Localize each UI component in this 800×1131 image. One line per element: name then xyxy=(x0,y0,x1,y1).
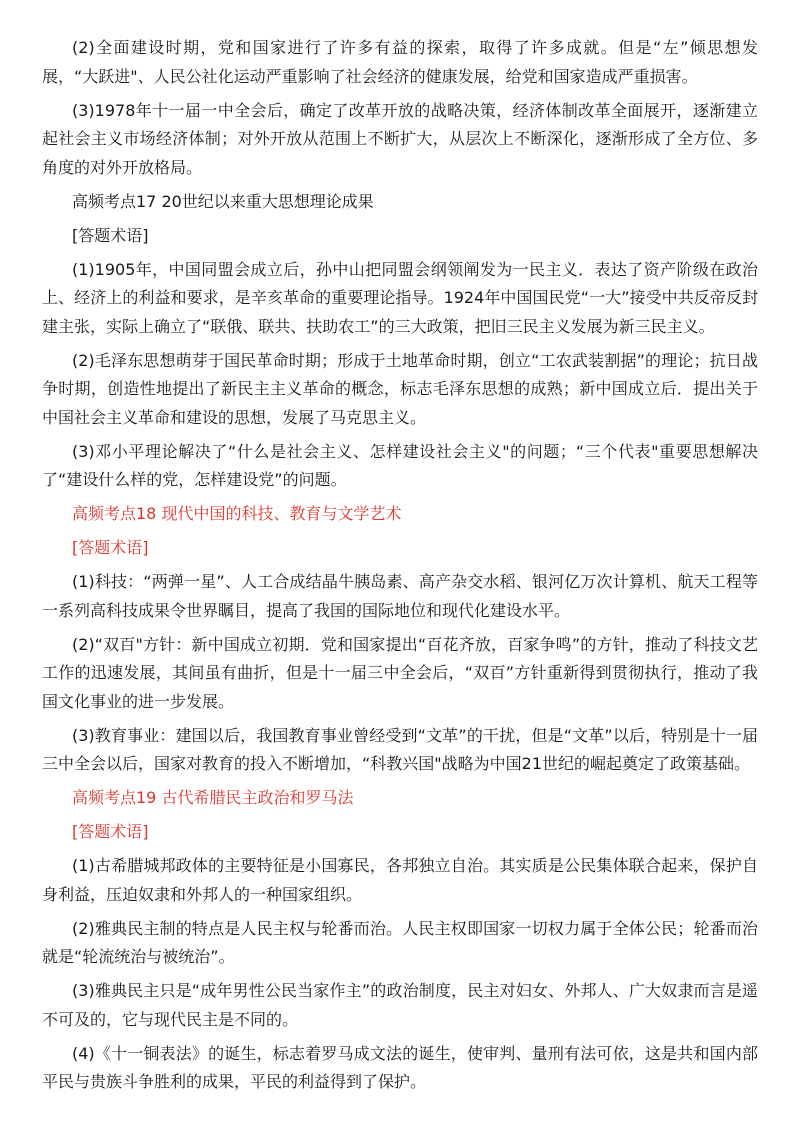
paragraph: (3)1978年十一届一中全会后，确定了改革开放的战略决策，经济体制改革全面展开，逐渐建立起社会主义市场经济体制；对外开放从范围上不断扩大，从层次上不断深化，逐渐形成了全方位、多角度的对外开放格局。 xyxy=(42,100,758,177)
paragraph: (3)雅典民主只是“成年男性公民当家作主”的政治制度，民主对妇女、外邦人、广大奴隶而言是遥不可及的，它与现代民主是不同的。 xyxy=(42,981,758,1029)
section-heading: 高频考点17 20世纪以来重大思想理论成果 xyxy=(72,191,374,211)
document-page xyxy=(42,34,758,1102)
term-label: [答题术语] xyxy=(72,225,149,245)
paragraph: (1)古希腊城邦政体的主要特征是小国寡民，各邦独立自治。其实质是公民集体联合起来，保护自身利益，压迫奴隶和外邦人的一种国家组织。 xyxy=(42,856,758,904)
paragraph: (4)《十一铜表法》的诞生，标志着罗马成文法的诞生，使审判、量刑有法可依，这是共和国内部平民与贵族斗争胜利的成果，平民的利益得到了保护。 xyxy=(42,1043,758,1091)
paragraph: (2)“双百"方针：新中国成立初期．党和国家提出“百花齐放，百家争鸣”的方针，推动了科技文艺工作的迅速发展，其间虽有曲折，但是十一届三中全会后，“双百”方针重新得到贯彻执行，推动了我国文化事业的进一步发展。 xyxy=(42,634,758,711)
section-heading: 高频考点19 古代希腊民主政治和罗马法 xyxy=(72,788,354,807)
section-heading: 高频考点18 现代中国的科技、教育与文学艺术 xyxy=(72,504,402,523)
paragraph: (3)教育事业：建国以后，我国教育事业曾经受到“文革”的干扰，但是“文革”以后，特别是十一届三中全会以后，国家对教育的投入不断增加，“科教兴国"战略为中国21世纪的崛起奠定了政策基础。 xyxy=(42,725,758,773)
paragraph: (1)科技：“两弹一星”、人工合成结晶牛胰岛素、高产杂交水稻、银河亿万次计算机、航天工程等一系列高科技成果令世界瞩目，提高了我国的国际地位和现代化建设水平。 xyxy=(42,572,758,620)
term-label: [答题术语] xyxy=(72,538,149,557)
term-label: [答题术语] xyxy=(72,822,149,841)
paragraph: (2)全面建设时期，党和国家进行了许多有益的探索，取得了许多成就。但是“左”倾思想发展，“大跃进"、人民公社化运动严重影响了社会经济的健康发展，给党和国家造成严重损害。 xyxy=(42,38,758,86)
paragraph: (2)雅典民主制的特点是人民主权与轮番而治。人民主权即国家一切权力属于全体公民；轮番而治就是“轮流统治与被统治”。 xyxy=(42,918,758,966)
paragraph: (3)邓小平理论解决了“什么是社会主义、怎样建设社会主义"的问题；“三个代表"重要思想解决了“建设什么样的党，怎样建设党”的问题。 xyxy=(42,441,758,489)
paragraph: (2)毛泽东思想萌芽于国民革命时期；形成于土地革命时期，创立“工农武装割据”的理论；抗日战争时期，创造性地提出了新民主主义革命的概念，标志毛泽东思想的成熟；新中国成立后．提出关于中国社会主义革命和建设的思想，发展了马克思主义。 xyxy=(42,350,758,427)
paragraph: (1)1905年，中国同盟会成立后，孙中山把同盟会纲领阐发为一民主义．表达了资产阶级在政治上、经济上的利益和要求，是辛亥革命的重要理论指导。1924年中国国民党“一大”接受中共反帝反封建主张，实际上确立了“联俄、联共、扶助农工”的三大政策，把旧三民主义发展为新三民主义。 xyxy=(42,259,758,336)
